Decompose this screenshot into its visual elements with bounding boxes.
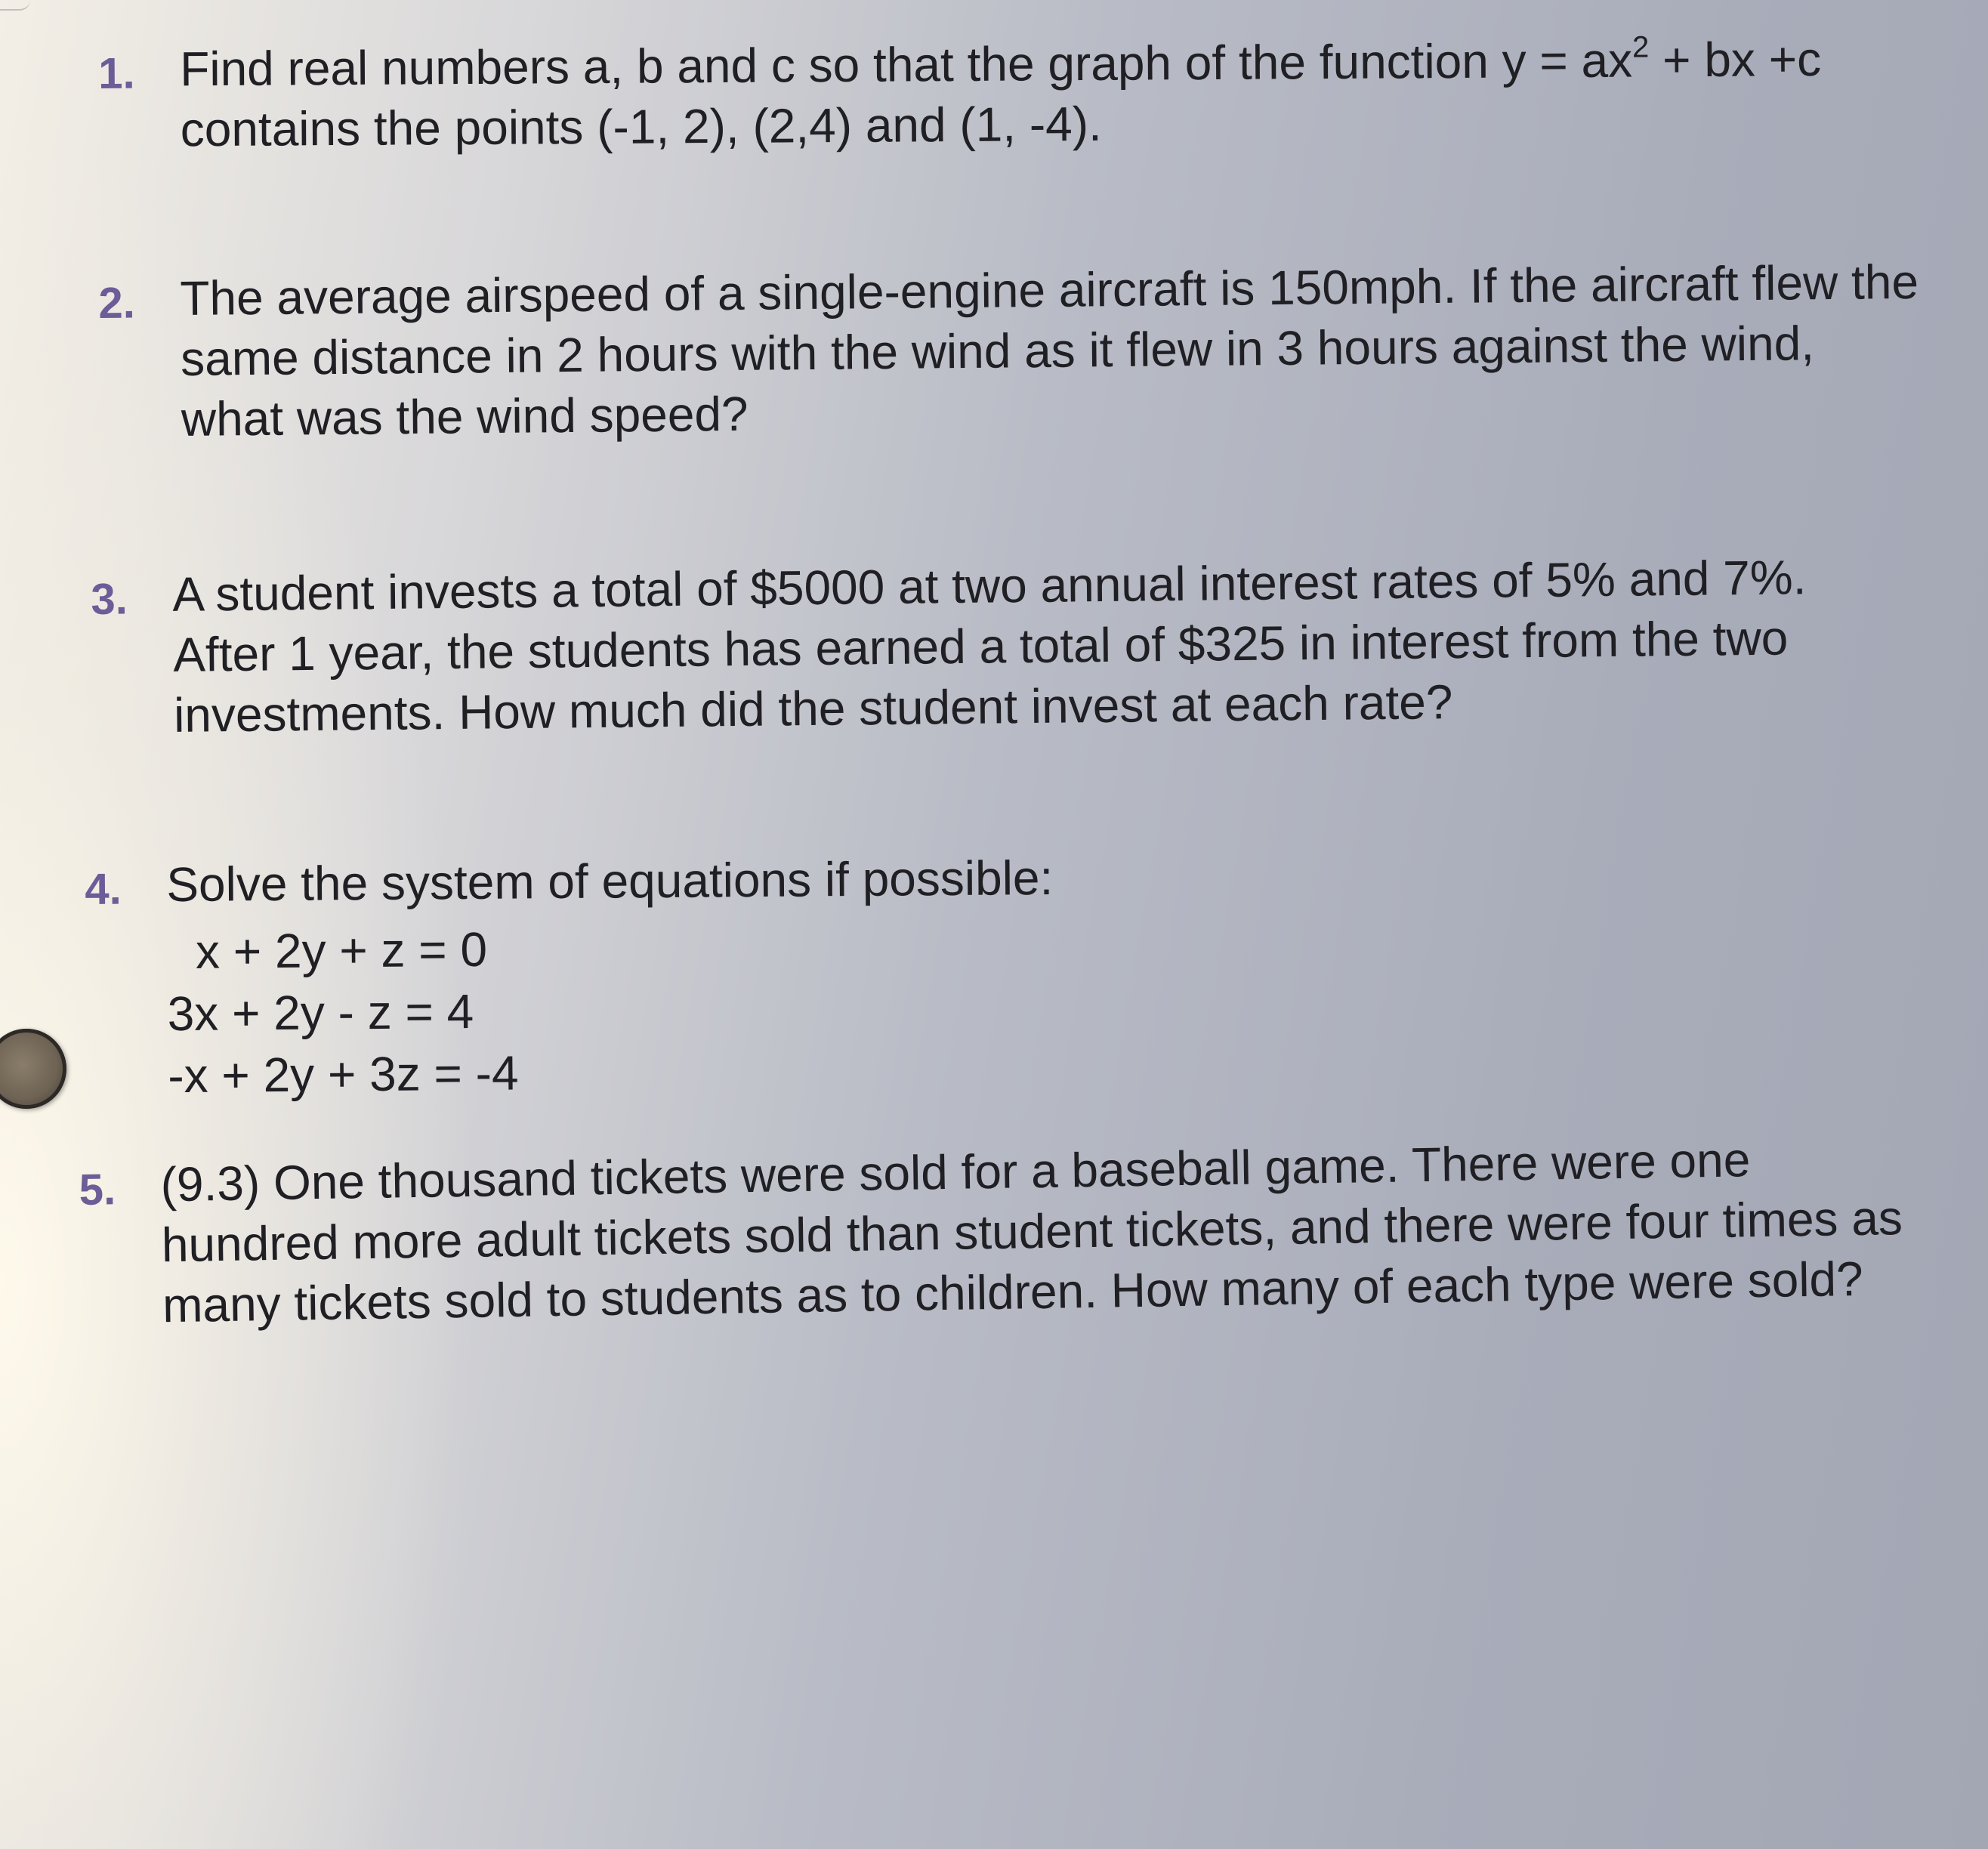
question-3 (91, 545, 1935, 746)
question-1 (98, 28, 1942, 160)
question-number: 1. (98, 48, 135, 98)
question-line (180, 28, 1941, 99)
equation-system (167, 907, 1930, 1107)
question-line: The average airspeed of a single-engine aircraft is 150mph. If the aircraft flew the (180, 254, 1919, 326)
question-line: what was the wind speed? (181, 386, 749, 446)
question-number: 5. (79, 1165, 116, 1215)
question-text (160, 1127, 1924, 1336)
question-text (172, 545, 1935, 745)
equation-1: x + 2y + z = 0 (195, 921, 488, 979)
binder-punch-hole (0, 1029, 66, 1109)
page-corner-curl (0, 0, 30, 11)
question-number: 3. (91, 574, 128, 624)
question-text (180, 28, 1942, 159)
question-2 (98, 252, 1943, 450)
question-line: (9.3) One thousand tickets were sold for a baseball game. There were one (160, 1132, 1751, 1212)
question-text (166, 841, 1928, 915)
question-4 (85, 841, 1930, 1107)
question-number: 4. (85, 864, 122, 914)
question-line: hundred more adult tickets sold than student tickets, and there were four times as (161, 1190, 1903, 1273)
question-line: Solve the system of equations if possible: (166, 850, 1054, 912)
question-text (180, 252, 1943, 449)
equation-2: 3x + 2y - z = 4 (167, 983, 474, 1042)
question-line: same distance in 2 hours with the wind as it flew in 3 hours against the wind, (180, 316, 1815, 386)
function-text: Find real numbers a, b and c so that the graph of the function y = ax (180, 32, 1633, 97)
equation-3: -x + 2y + 3z = -4 (168, 1045, 519, 1104)
question-line: contains the points (-1, 2), (2,4) and (1, -4). (180, 96, 1103, 157)
function-text-rest: + bx +c (1649, 32, 1822, 88)
question-line: investments. How much did the student invest at each rate? (173, 674, 1453, 742)
question-line: After 1 year, the students has earned a total of $325 in interest from the two (172, 610, 1789, 682)
question-5 (79, 1127, 1924, 1337)
question-line: A student invests a total of $5000 at two annual interest rates of 5% and 7%. (172, 550, 1807, 622)
question-line: many tickets sold to students as to children. How many of each type were sold? (162, 1251, 1864, 1333)
exponent: 2 (1631, 30, 1650, 64)
question-number: 2. (98, 278, 136, 328)
